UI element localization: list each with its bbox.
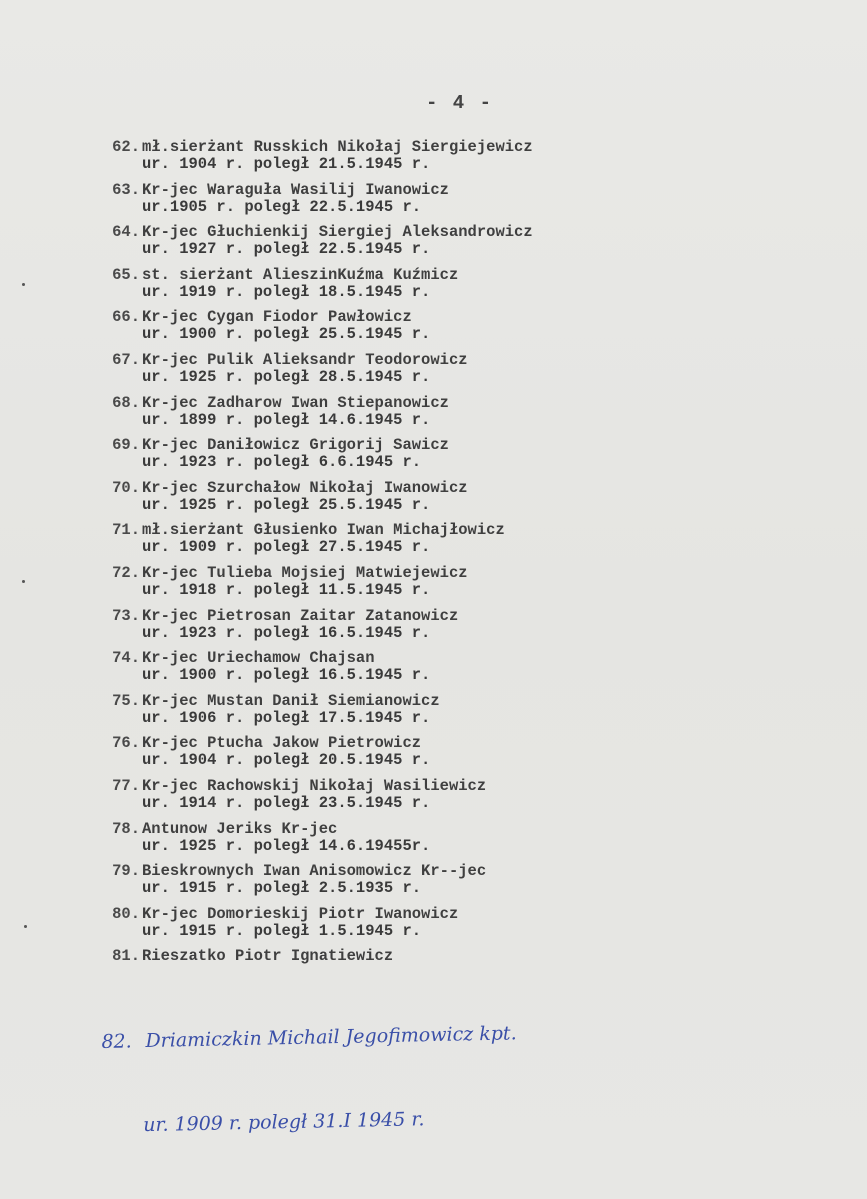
list-item xyxy=(96,304,836,347)
entry-rank-name: Kr-jec Daniłowicz Grigorij Sawicz xyxy=(142,436,449,455)
list-item xyxy=(96,134,836,177)
entry-rank-name: mł.sierżant Russkich Nikołaj Siergiejewicz xyxy=(142,138,533,156)
entry-rank-name: Kr-jec Zadharow Iwan Stiepanowicz xyxy=(142,393,449,412)
list-item xyxy=(96,816,836,859)
entry-birth-death: ur. 1915 r. poległ 1.5.1945 r. xyxy=(142,921,422,940)
list-item xyxy=(96,177,836,220)
entry-birth-death: ur. 1925 r. poległ 25.5.1945 r. xyxy=(142,495,431,514)
entry-birth-death: ur. 1923 r. poległ 16.5.1945 r. xyxy=(142,623,431,642)
entry-number: 76. xyxy=(112,734,140,753)
list-item xyxy=(96,901,836,944)
entry-number: 73. xyxy=(112,606,140,625)
list-item xyxy=(96,475,836,518)
entry-rank-name: Kr-jec Cygan Fiodor Pawłowicz xyxy=(142,308,412,327)
entry-birth-death: ur. 1900 r. poległ 16.5.1945 r. xyxy=(142,666,431,685)
list-item xyxy=(96,730,836,773)
entry-birth-death: ur. 1914 r. poległ 23.5.1945 r. xyxy=(142,793,431,812)
entry-birth-death: ur. 1900 r. poległ 25.5.1945 r. xyxy=(142,325,431,344)
entry-birth-death: ur. 1919 r. poległ 18.5.1945 r. xyxy=(142,282,431,301)
entry-birth-death: ur. 1909 r. poległ 27.5.1945 r. xyxy=(142,538,431,557)
list-item xyxy=(96,645,836,688)
handwritten-entry-name: Driamiczkin Michail Jegofimowicz kpt. xyxy=(145,1022,517,1053)
entry-rank-name: Kr-jec Domorieskij Piotr Iwanowicz xyxy=(142,904,459,923)
entry-birth-death: ur. 1927 r. poległ 22.5.1945 r. xyxy=(142,240,431,259)
entry-birth-death: ur. 1925 r. poległ 14.6.19455r. xyxy=(142,836,431,855)
entry-birth-death: ur. 1906 r. poległ 17.5.1945 r. xyxy=(142,708,431,727)
list-item xyxy=(96,432,836,475)
entry-rank-name: Kr-jec Uriechamow Chajsan xyxy=(142,649,375,668)
entry-number: 65. xyxy=(112,265,140,284)
entry-rank-name: Kr-jec Rachowskij Nikołaj Wasiliewicz xyxy=(142,776,487,795)
entry-number: 81. xyxy=(112,947,140,966)
entry-number: 64. xyxy=(112,223,140,242)
list-item xyxy=(96,603,836,646)
entry-number: 68. xyxy=(112,393,140,412)
entry-birth-death: ur. 1915 r. poległ 2.5.1935 r. xyxy=(142,879,422,898)
list-item xyxy=(96,688,836,731)
entry-birth-death: ur. 1899 r. poległ 14.6.1945 r. xyxy=(142,410,431,429)
entry-number: 74. xyxy=(112,649,140,668)
entry-rank-name: Bieskrownych Iwan Anisomowicz Kr--jec xyxy=(142,862,487,881)
entry-birth-death: ur. 1904 r. poległ 20.5.1945 r. xyxy=(142,751,431,770)
entry-number: 66. xyxy=(112,308,140,327)
list-item xyxy=(96,347,836,390)
entry-rank-name: Kr-jec Ptucha Jakow Pietrowicz xyxy=(142,734,422,753)
entry-number: 69. xyxy=(112,436,140,455)
entry-birth-death: ur.1905 r. poległ 22.5.1945 r. xyxy=(142,197,422,216)
entry-rank-name: Kr-jec Tulieba Mojsiej Matwiejewicz xyxy=(142,563,468,582)
list-item xyxy=(96,262,836,305)
handwritten-entry-dates: ur. 1909 r. poległ 31.I 1945 r. xyxy=(142,1108,425,1137)
entry-rank-name: Antunow Jeriks Kr-jec xyxy=(142,819,338,838)
list-item xyxy=(96,773,836,816)
entry-number: 78. xyxy=(112,819,140,838)
entry-rank-name: Kr-jec Waraguła Wasilij Iwanowicz xyxy=(142,180,449,199)
entry-number: 72. xyxy=(112,563,140,582)
entry-number: 80. xyxy=(112,904,140,923)
entry-number: 63. xyxy=(112,180,140,199)
page-number: - 4 - xyxy=(425,92,493,114)
entry-birth-death: ur. 1904 r. poległ 21.5.1945 r. xyxy=(142,155,431,173)
handwritten-entry-number: 82. xyxy=(101,1030,132,1053)
list-item xyxy=(96,858,836,901)
scan-speck xyxy=(24,925,27,928)
scan-speck xyxy=(22,580,25,583)
entry-number: 62. xyxy=(112,138,140,156)
list-item xyxy=(96,560,836,603)
casualty-list xyxy=(96,134,836,986)
entry-number: 67. xyxy=(112,350,140,369)
entry-number: 75. xyxy=(112,691,140,710)
handwritten-entry xyxy=(100,959,705,1196)
entry-rank-name: Rieszatko Piotr Ignatiewicz xyxy=(142,947,394,966)
entry-number: 70. xyxy=(112,478,140,497)
entry-rank-name: Kr-jec Szurchałow Nikołaj Iwanowicz xyxy=(142,478,468,497)
entry-rank-name: mł.sierżant Głusienko Iwan Michajłowicz xyxy=(142,521,505,540)
entry-number: 77. xyxy=(112,776,140,795)
entry-number: 71. xyxy=(112,521,140,540)
list-item xyxy=(96,219,836,262)
entry-rank-name: Kr-jec Mustan Danił Siemianowicz xyxy=(142,691,440,710)
scan-speck xyxy=(22,283,25,286)
entry-birth-death: ur. 1918 r. poległ 11.5.1945 r. xyxy=(142,580,431,599)
entry-birth-death: ur. 1925 r. poległ 28.5.1945 r. xyxy=(142,367,431,386)
list-item xyxy=(96,517,836,560)
list-item xyxy=(96,390,836,433)
entry-rank-name: st. sierżant AlieszinKuźma Kuźmicz xyxy=(142,265,459,284)
entry-rank-name: Kr-jec Pulik Alieksandr Teodorowicz xyxy=(142,350,468,369)
entry-rank-name: Kr-jec Pietrosan Zaitar Zatanowicz xyxy=(142,606,459,625)
entry-number: 79. xyxy=(112,862,140,881)
entry-rank-name: Kr-jec Głuchienkij Siergiej Aleksandrowicz xyxy=(142,223,533,242)
entry-birth-death: ur. 1923 r. poległ 6.6.1945 r. xyxy=(142,453,422,472)
